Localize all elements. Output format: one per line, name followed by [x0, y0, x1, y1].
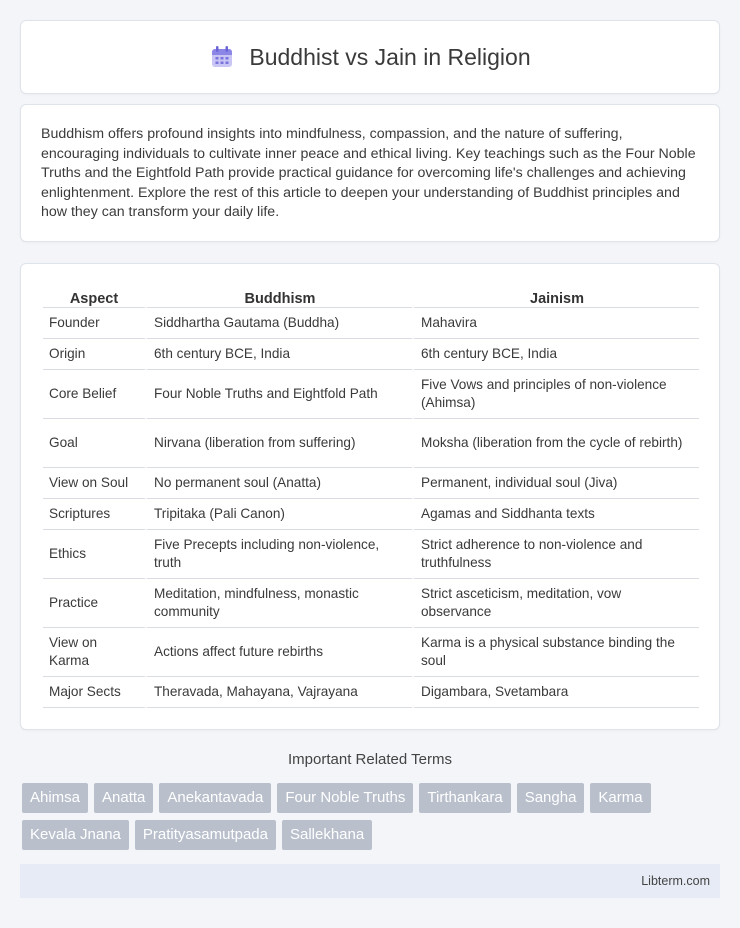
comparison-card — [20, 263, 720, 730]
table-row — [43, 628, 699, 677]
tag-anekantavada[interactable]: Anekantavada — [159, 783, 271, 813]
column-header-jainism: Jainism — [412, 284, 699, 308]
tag-anatta[interactable]: Anatta — [94, 783, 153, 813]
cell-buddhism: No permanent soul (Anatta) — [145, 468, 412, 499]
table-row — [43, 468, 699, 499]
table-row — [43, 339, 699, 370]
tag-ahimsa[interactable]: Ahimsa — [22, 783, 88, 813]
table-row — [43, 579, 699, 628]
tag-sallekhana[interactable]: Sallekhana — [282, 820, 372, 850]
cell-aspect: Core Belief — [43, 370, 145, 419]
table-header-row — [43, 284, 699, 308]
tag-kevala-jnana[interactable]: Kevala Jnana — [22, 820, 129, 850]
cell-buddhism: Meditation, mindfulness, monastic community — [145, 579, 412, 628]
cell-buddhism: Tripitaka (Pali Canon) — [145, 499, 412, 530]
tag-sangha[interactable]: Sangha — [517, 783, 585, 813]
cell-buddhism: Nirvana (liberation from suffering) — [145, 419, 412, 468]
intro-paragraph: Buddhism offers profound insights into mindfulness, compassion, and the nature of suffering, encouraging individuals to cultivate inner peace and ethical living. Key teachings such as the Four Noble Truths and the Eightfold Path provide practical guidance for overcoming life's challenges and achieving enlightenment. Explore the rest of this article to deepen your understanding of Buddhist principles and how they can transform your daily life. — [41, 126, 696, 221]
cell-jainism: Five Vows and principles of non-violence (Ahimsa) — [412, 370, 699, 419]
table-row — [43, 370, 699, 419]
related-terms-heading: Important Related Terms — [288, 751, 452, 768]
table-row — [43, 419, 699, 468]
cell-buddhism: Theravada, Mahayana, Vajrayana — [145, 677, 412, 708]
column-header-buddhism: Buddhism — [145, 284, 412, 308]
page-title: Buddhist vs Jain in Religion — [249, 43, 531, 70]
cell-jainism: Moksha (liberation from the cycle of rebirth) — [412, 419, 699, 468]
cell-aspect: Ethics — [43, 530, 145, 579]
cell-aspect: Practice — [43, 579, 145, 628]
cell-buddhism: Five Precepts including non-violence, truth — [145, 530, 412, 579]
cell-jainism: 6th century BCE, India — [412, 339, 699, 370]
intro-card — [20, 104, 720, 242]
table-row — [43, 499, 699, 530]
cell-buddhism: Siddhartha Gautama (Buddha) — [145, 308, 412, 339]
related-terms-list — [22, 783, 722, 850]
footer — [20, 864, 720, 898]
cell-buddhism: 6th century BCE, India — [145, 339, 412, 370]
cell-aspect: Origin — [43, 339, 145, 370]
comparison-table — [43, 284, 699, 708]
cell-aspect: View on Soul — [43, 468, 145, 499]
cell-aspect: Founder — [43, 308, 145, 339]
cell-jainism: Strict asceticism, meditation, vow observance — [412, 579, 699, 628]
tag-tirthankara[interactable]: Tirthankara — [419, 783, 510, 813]
footer-site-link[interactable]: Libterm.com — [641, 874, 710, 888]
cell-buddhism: Four Noble Truths and Eightfold Path — [145, 370, 412, 419]
cell-aspect: Scriptures — [43, 499, 145, 530]
table-row — [43, 530, 699, 579]
tag-karma[interactable]: Karma — [590, 783, 650, 813]
table-row — [43, 308, 699, 339]
column-header-aspect: Aspect — [43, 284, 145, 308]
cell-jainism: Permanent, individual soul (Jiva) — [412, 468, 699, 499]
calendar-icon — [209, 44, 235, 70]
cell-jainism: Digambara, Svetambara — [412, 677, 699, 708]
cell-jainism: Strict adherence to non-violence and truthfulness — [412, 530, 699, 579]
cell-buddhism: Actions affect future rebirths — [145, 628, 412, 677]
cell-aspect: View on Karma — [43, 628, 145, 677]
cell-aspect: Goal — [43, 419, 145, 468]
title-card — [20, 20, 720, 94]
table-row — [43, 677, 699, 708]
tag-four-noble-truths[interactable]: Four Noble Truths — [277, 783, 413, 813]
cell-jainism: Karma is a physical substance binding the soul — [412, 628, 699, 677]
cell-aspect: Major Sects — [43, 677, 145, 708]
tag-pratityasamutpada[interactable]: Pratityasamutpada — [135, 820, 276, 850]
cell-jainism: Mahavira — [412, 308, 699, 339]
cell-jainism: Agamas and Siddhanta texts — [412, 499, 699, 530]
title-wrap — [209, 44, 530, 71]
